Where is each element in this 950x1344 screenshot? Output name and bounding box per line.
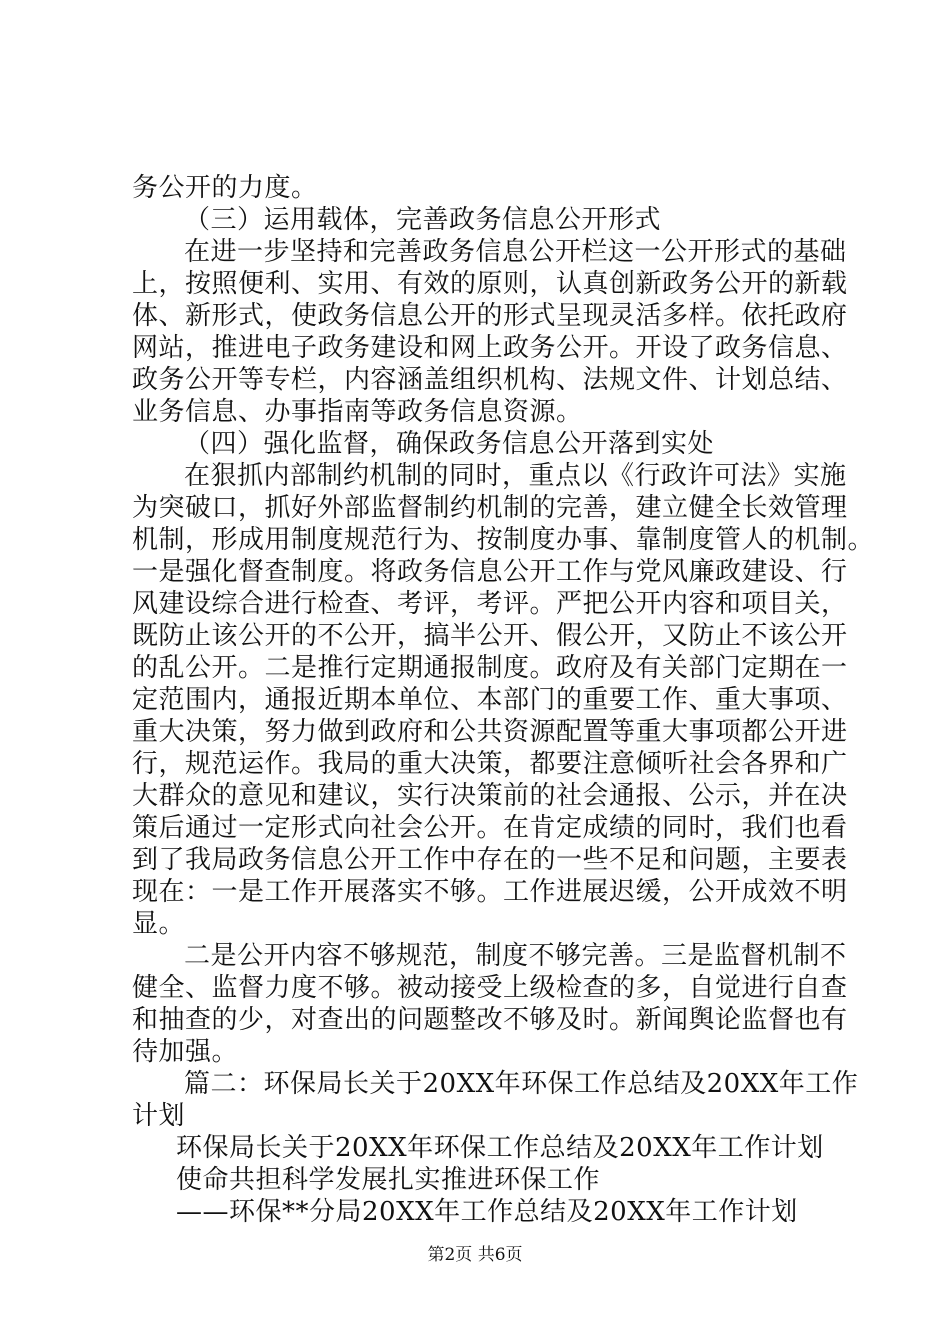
text-line: 现在：一是工作开展落实不够。工作进展迟缓，公开成效不明 — [132, 877, 848, 907]
text-line: 业务信息、办事指南等政务信息资源。 — [132, 397, 583, 427]
text-line: 一是强化督查制度。将政务信息公开工作与党风廉政建设、行 — [132, 557, 848, 587]
text-line: 务公开的力度。 — [132, 173, 318, 203]
text-line: 重大决策，努力做到政府和公共资源配置等重大事项都公开进 — [132, 717, 848, 747]
text-line: 机制，形成用制度规范行为、按制度办事、靠制度管人的机制。 — [132, 525, 875, 555]
text-line: 到了我局政务信息公开工作中存在的一些不足和问题，主要表 — [132, 845, 848, 875]
section-heading: （四）强化监督，确保政务信息公开落到实处 — [184, 429, 715, 459]
text-line: 网站，推进电子政务建设和网上政务公开。开设了政务信息、 — [132, 333, 848, 363]
text-line: 大群众的意见和建议，实行决策前的社会通报、公示，并在决 — [132, 781, 848, 811]
page-number-footer: 第2页 共6页 — [427, 1245, 523, 1265]
subtitle-line: ——环保**分局20XX年工作总结及20XX年工作计划 — [176, 1197, 798, 1227]
text-line: 风建设综合进行检查、考评，考评。严把公开内容和项目关， — [132, 589, 848, 619]
text-line: 体、新形式，使政务信息公开的形式呈现灵活多样。依托政府 — [132, 301, 848, 331]
text-line: 在狠抓内部制约机制的同时，重点以《行政许可法》实施 — [184, 461, 847, 491]
text-line: 的乱公开。二是推行定期通报制度。政府及有关部门定期在一 — [132, 653, 848, 683]
subtitle-line: 环保局长关于20XX年环保工作总结及20XX年工作计划 — [176, 1133, 824, 1163]
text-line: 策后通过一定形式向社会公开。在肯定成绩的同时，我们也看 — [132, 813, 848, 843]
section-heading: （三）运用载体，完善政务信息公开形式 — [184, 205, 662, 235]
text-line: 健全、监督力度不够。被动接受上级检查的多，自觉进行自查 — [132, 973, 848, 1003]
subtitle-line: 使命共担科学发展扎实推进环保工作 — [176, 1165, 601, 1195]
text-line: 定范围内，通报近期本单位、本部门的重要工作、重大事项、 — [132, 685, 848, 715]
article-title-continued: 计划 — [132, 1101, 186, 1131]
text-line: 待加强。 — [132, 1037, 239, 1067]
text-line: 行，规范运作。我局的重大决策，都要注意倾听社会各界和广 — [132, 749, 848, 779]
text-line: 在进一步坚持和完善政务信息公开栏这一公开形式的基础 — [184, 237, 847, 267]
text-line: 上，按照便利、实用、有效的原则，认真创新政务公开的新载 — [132, 269, 848, 299]
text-line: 二是公开内容不够规范，制度不够完善。三是监督机制不 — [184, 941, 847, 971]
text-line: 显。 — [132, 909, 186, 939]
text-line: 政务公开等专栏，内容涵盖组织机构、法规文件、计划总结、 — [132, 365, 848, 395]
article-title: 篇二：环保局长关于20XX年环保工作总结及20XX年工作 — [184, 1069, 859, 1099]
text-line: 为突破口，抓好外部监督制约机制的完善，建立健全长效管理 — [132, 493, 848, 523]
text-line: 既防止该公开的不公开，搞半公开、假公开，又防止不该公开 — [132, 621, 848, 651]
text-line: 和抽查的少，对查出的问题整改不够及时。新闻舆论监督也有 — [132, 1005, 848, 1035]
